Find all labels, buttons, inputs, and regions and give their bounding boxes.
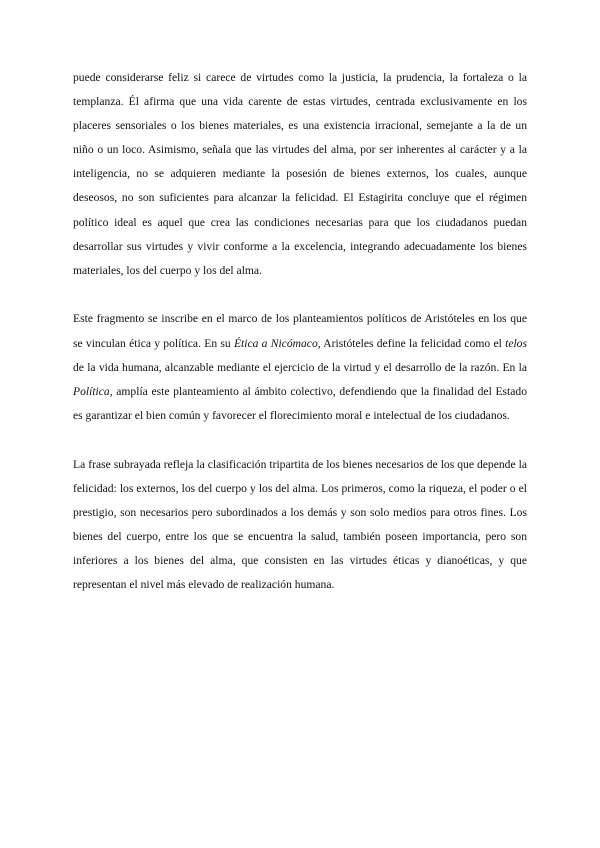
paragraph-3-text: La frase subrayada refleja la clasificación tripartita de los bienes necesarios de los que depende la felicidad: los externos, los del cuerpo y los del alma. Los primeros, como la riqueza, el poder o el prestigio, son necesarios pero subordinados a los demás y son solo medios para otros fines. Los bienes del cuerpo, entre los que se encuentra la salud, también poseen importancia, pero son inferiores a los bienes del alma, que consisten en las virtudes éticas y dianoéticas, y que representan el nivel más elevado de realización humana. xyxy=(73,457,527,591)
paragraph-2-text-d: , amplía este planteamiento al ámbito colectivo, defendiendo que la finalidad del Estado es garantizar el bien común y favorecer el florecimiento moral e intelectual de los ciudadanos. xyxy=(73,384,527,422)
book-title-politica: Política xyxy=(73,384,110,398)
book-title-etica-nicomaco: Ética a Nicómaco xyxy=(233,336,318,350)
paragraph-1 xyxy=(73,66,527,283)
paragraph-2 xyxy=(73,307,527,427)
paragraph-2-text-b: , Aristóteles define la felicidad como el xyxy=(317,336,506,350)
term-telos: telos xyxy=(505,336,527,350)
paragraph-3 xyxy=(73,453,527,598)
paragraph-2-text-c: de la vida humana, alcanzable mediante el ejercicio de la virtud y el desarrollo de la razón. En la xyxy=(73,360,527,374)
paragraph-2-text-a: Este fragmento se inscribe en el marco de los planteamientos políticos de Aristóteles en los que se vinculan ética y política. En su xyxy=(73,312,527,350)
document-page xyxy=(73,66,527,622)
paragraph-1-text: puede considerarse feliz si carece de virtudes como la justicia, la prudencia, la fortaleza o la templanza. Él afirma que una vida carente de estas virtudes, centrada exclusivamente en los placeres sensoriales o los bienes materiales, es una existencia irracional, semejante a la de un niño o un loco. Asimismo, señala que las virtudes del alma, por ser inherentes al carácter y a la inteligencia, no se adquieren mediante la posesión de bienes externos, los cuales, aunque deseosos, no son suficientes para alcanzar la felicidad. El Estagirita concluye que el régimen político ideal es aquel que crea las condiciones necesarias para que los ciudadanos puedan desarrollar sus virtudes y vivir conforme a la excelencia, integrando adecuadamente los bienes materiales, los del cuerpo y los del alma. xyxy=(73,71,527,277)
